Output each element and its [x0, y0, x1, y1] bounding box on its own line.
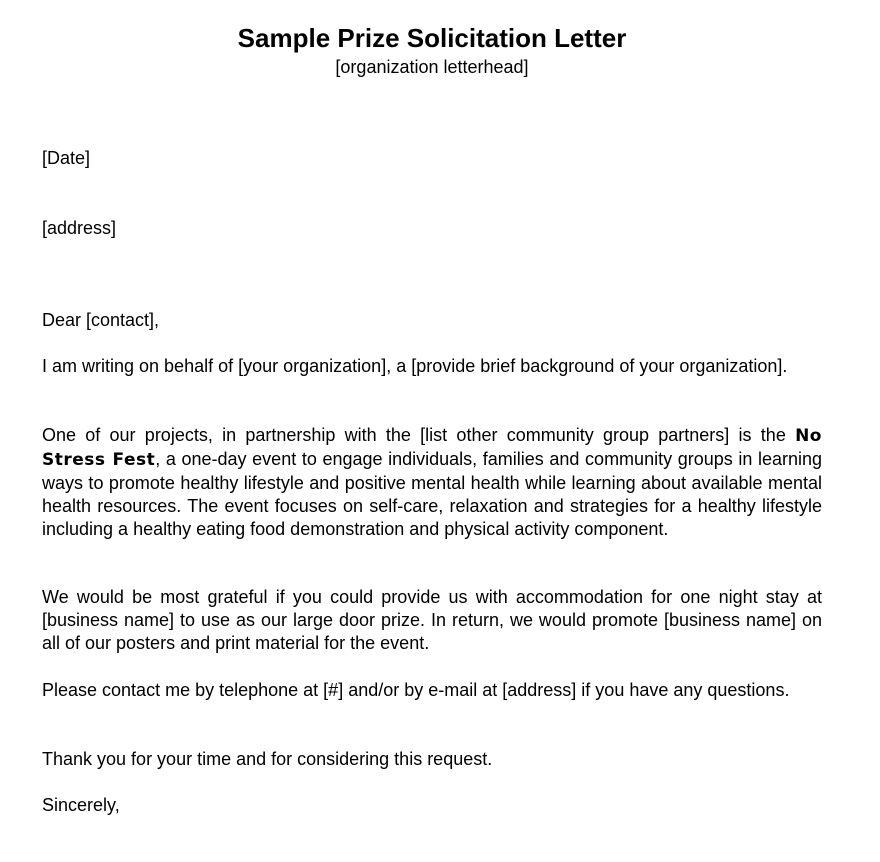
paragraph-thanks: Thank you for your time and for considering this request.: [42, 749, 493, 769]
event-name: No Stress Fest: [42, 426, 822, 470]
paragraph-contact: Please contact me by telephone at [#] and/or by e-mail at [address] if you have any questions.: [42, 680, 790, 700]
page-title: Sample Prize Solicitation Letter: [237, 23, 627, 53]
address-line: [address]: [42, 218, 117, 238]
paragraph-project-end: , a one-day event to engage individuals, families and community groups in learning ways to promote healthy lifestyle and positive mental health while learning about available mental health resources. The event focuses on self-care, relaxation and strategies for a healthy lifestyle including a healthy eating food demonstration and physical activity component.: [42, 449, 823, 539]
paragraph-project-start: One of our projects, in partnership with the [list other community group partners] is the: [42, 425, 796, 445]
salutation: Dear [contact],: [42, 310, 160, 330]
closing: Sincerely,: [42, 795, 120, 815]
paragraph-intro: I am writing on behalf of [your organization], a [provide brief background of your organization].: [42, 356, 788, 376]
paragraph-request: We would be most grateful if you could provide us with accommodation for one night stay at [business name] to use as our large door prize. In return, we would promote [business name] on all of our posters and print material for the event.: [42, 587, 822, 653]
paragraph-project: [42, 424, 822, 541]
date-line: [Date]: [42, 148, 91, 168]
letterhead-placeholder: [organization letterhead]: [335, 57, 529, 77]
